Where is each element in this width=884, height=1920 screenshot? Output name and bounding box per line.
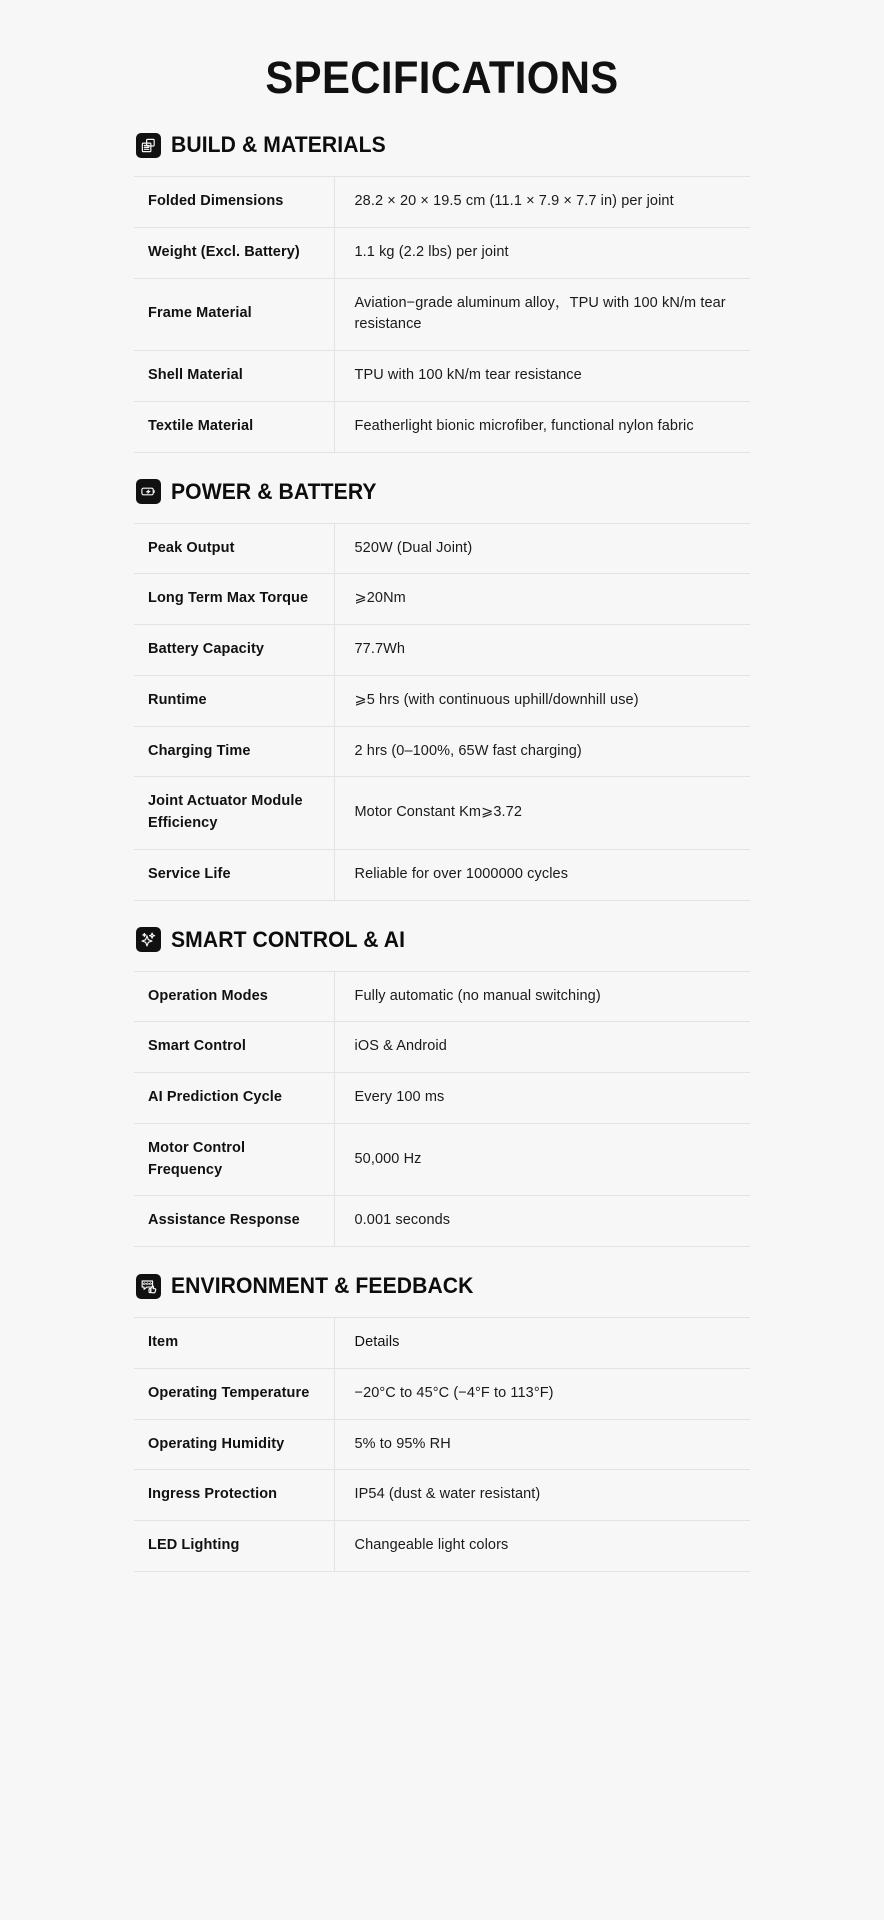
spec-value: ⩾20Nm (354, 590, 406, 607)
spec-label: Assistance Response (134, 1196, 334, 1247)
table-row (134, 278, 750, 351)
table-row (134, 1419, 750, 1470)
spec-label: Peak Output (134, 523, 334, 574)
spec-label: Operation Modes (134, 971, 334, 1022)
table-row (134, 401, 750, 452)
spec-table (134, 1317, 750, 1572)
spec-section (0, 919, 884, 1248)
section-title: BUILD & MATERIALS (171, 132, 386, 157)
table-row (134, 1470, 750, 1521)
table-row (134, 625, 750, 676)
spec-table (134, 971, 750, 1248)
spec-value: Changeable light colors (354, 1537, 509, 1553)
table-row (134, 675, 750, 726)
section-header (0, 124, 884, 166)
column-header-details: Details (354, 1334, 400, 1350)
spec-label: Folded Dimensions (134, 177, 334, 228)
spec-value: 50,000 Hz (354, 1150, 422, 1167)
page-title: SPECIFICATIONS (265, 52, 619, 103)
table-row (134, 177, 750, 228)
table-row (134, 351, 750, 402)
table-row (134, 1196, 750, 1247)
column-header-item: Item (134, 1318, 334, 1369)
spec-value: Fully automatic (no manual switching) (354, 987, 601, 1004)
spec-label: Operating Humidity (134, 1419, 334, 1470)
section-title: ENVIRONMENT & FEEDBACK (171, 1273, 474, 1298)
spec-value: 28.2 × 20 × 19.5 cm (11.1 × 7.9 × 7.7 in) per joint (354, 193, 674, 209)
spec-section (0, 124, 884, 453)
sections-container (0, 124, 884, 1572)
spec-value: iOS & Android (354, 1038, 447, 1055)
spec-value: IP54 (dust & water resistant) (354, 1486, 541, 1503)
table-row (134, 227, 750, 278)
spec-value: TPU with 100 kN/m tear resistance (354, 367, 582, 383)
table-row (134, 1022, 750, 1073)
spec-section (0, 1265, 884, 1572)
spec-value: Every 100 ms (354, 1089, 445, 1105)
spec-value: 1.1 kg (2.2 lbs) per joint (354, 243, 509, 260)
spec-value: 520W (Dual Joint) (354, 539, 473, 556)
table-row (134, 849, 750, 900)
table-row (134, 777, 750, 850)
table-row (134, 1073, 750, 1124)
spec-label: Runtime (134, 675, 334, 726)
spec-label: Smart Control (134, 1022, 334, 1073)
spec-label: Service Life (134, 849, 334, 900)
section-title: POWER & BATTERY (171, 478, 377, 504)
spec-value: 2 hrs (0–100%, 65W fast charging) (354, 742, 582, 759)
section-header (0, 471, 884, 513)
section-header (0, 1265, 884, 1307)
spec-label: Operating Temperature (134, 1368, 334, 1419)
spec-value: 77.7Wh (354, 641, 406, 657)
battery-icon (136, 479, 161, 504)
spec-label: LED Lighting (134, 1521, 334, 1572)
review-feedback-icon (136, 1274, 161, 1299)
spec-label: Long Term Max Torque (134, 574, 334, 625)
spec-table (134, 176, 750, 453)
table-row (134, 1368, 750, 1419)
spec-label: Frame Material (134, 278, 334, 351)
spec-value: Aviation−grade aluminum alloy，TPU with 100 kN/m tear resistance (354, 294, 726, 333)
spec-label: Weight (Excl. Battery) (134, 227, 334, 278)
table-row (134, 726, 750, 777)
chips-modules-icon (136, 133, 161, 158)
table-row (134, 1521, 750, 1572)
spec-value: Featherlight bionic microfiber, functional nylon fabric (354, 417, 694, 434)
spec-label: Joint Actuator Module Efficiency (134, 777, 334, 850)
spec-value: Motor Constant Km⩾3.72 (354, 804, 522, 821)
spec-value: Reliable for over 1000000 cycles (354, 865, 569, 882)
spec-section (0, 471, 884, 901)
sparkle-ai-icon (136, 927, 161, 952)
spec-label: Charging Time (134, 726, 334, 777)
table-row (134, 523, 750, 574)
table-row (134, 1123, 750, 1196)
spec-value: −20°C to 45°C (−4°F to 113°F) (354, 1384, 554, 1401)
section-header (0, 919, 884, 961)
spec-label: Textile Material (134, 401, 334, 452)
spec-label: Shell Material (134, 351, 334, 402)
section-title: SMART CONTROL & AI (171, 926, 406, 952)
spec-label: AI Prediction Cycle (134, 1073, 334, 1124)
spec-value: 0.001 seconds (354, 1212, 451, 1229)
spec-value: 5% to 95% RH (354, 1435, 451, 1452)
spec-label: Battery Capacity (134, 625, 334, 676)
spec-table (134, 523, 750, 901)
table-row (134, 574, 750, 625)
table-row (134, 971, 750, 1022)
spec-label: Motor Control Frequency (134, 1123, 334, 1196)
spec-label: Ingress Protection (134, 1470, 334, 1521)
table-header-row (134, 1318, 750, 1369)
spec-value: ⩾5 hrs (with continuous uphill/downhill use) (354, 691, 639, 708)
